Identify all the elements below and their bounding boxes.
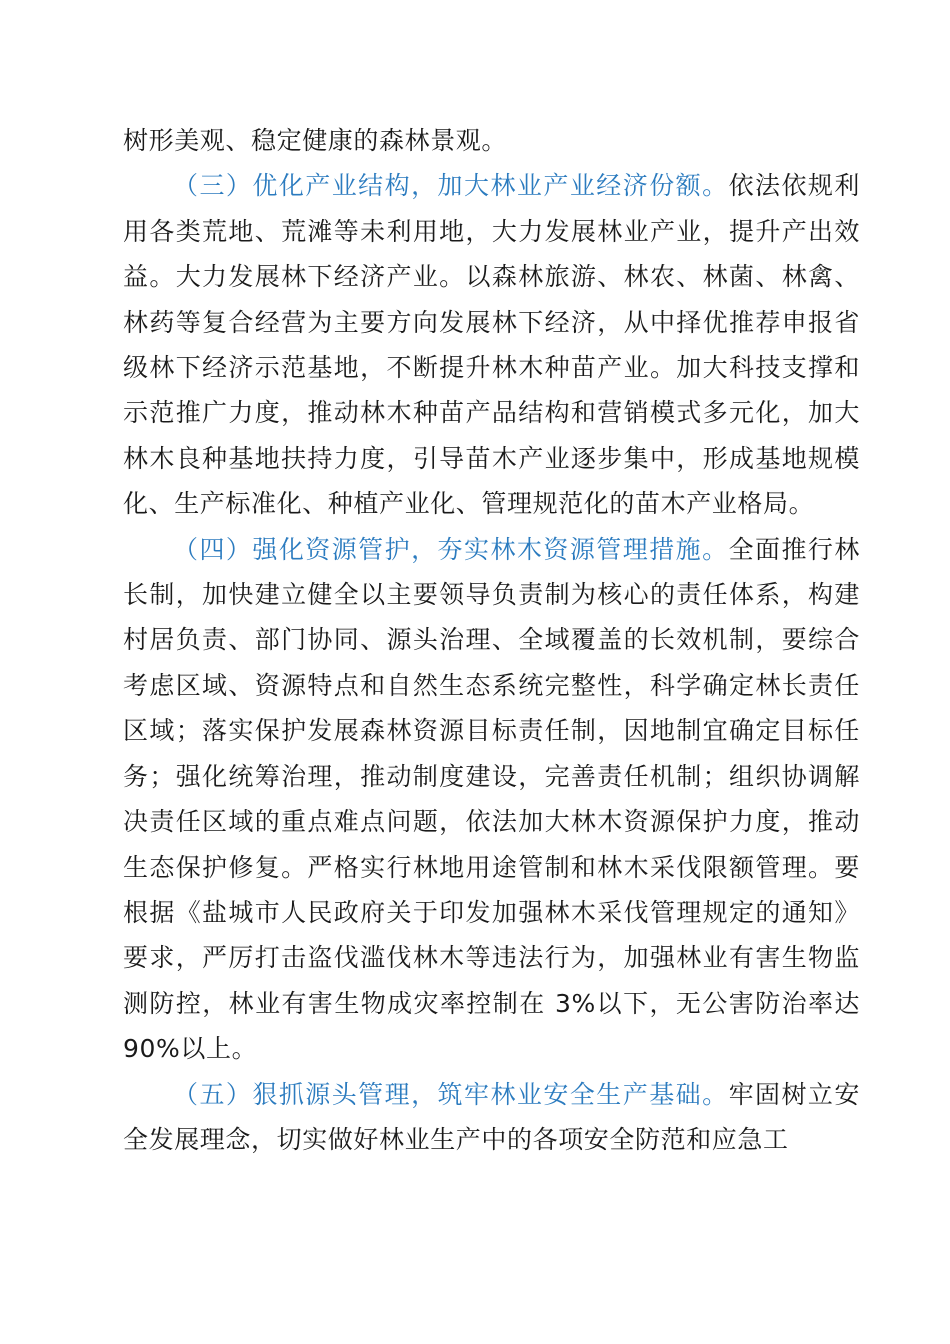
paragraph-body: 依法依规利用各类荒地、荒滩等未利用地，大力发展林业产业，提升产出效益。大力发展林下经济产业。以森林旅游、林农、林菌、林禽、林药等复合经营为主要方向发展林下经济，从中择优推荐申报省级林下经济示范基地，不断提升林木种苗产业。加大科技支撑和示范推广力度，推动林木种苗产品结构和营销模式多元化，加大林木良种基地扶持力度，引导苗木产业逐步集中，形成基地规模化、生产标准化、种植产业化、管理规范化的苗木产业格局。	[123, 171, 860, 519]
paragraph-section-4	[123, 527, 860, 1072]
paragraph-body: 全面推行林长制，加快建立健全以主要领导负责制为核心的责任体系，构建村居负责、部门协同、源头治理、全域覆盖的长效机制，要综合考虑区域、资源特点和自然生态系统完整性，科学确定林长责任区域；落实保护发展森林资源目标责任制，因地制宜确定目标任务；强化统筹治理，推动制度建设，完善责任机制；组织协调解决责任区域的重点难点问题，依法加大林木资源保护力度，推动生态保护修复。严格实行林地用途管制和林木采伐限额管理。要根据《盐城市人民政府关于印发加强林木采伐管理规定的通知》要求，严厉打击盗伐滥伐林木等违法行为，加强林业有害生物监测防控，林业有害生物成灾率控制在 3%以下，无公害防治率达 90%以上。	[123, 534, 860, 1064]
paragraph-body: 牢固树立安全发展理念，切实做好林业生产中的各项安全防范和应急工	[123, 1079, 860, 1154]
paragraph-section-3	[123, 163, 860, 526]
paragraph-continuation	[123, 118, 860, 163]
document-body	[123, 118, 860, 1162]
section-heading: （五）狠抓源头管理，筑牢林业安全生产基础。	[173, 1079, 729, 1109]
paragraph-section-5	[123, 1072, 860, 1163]
section-heading: （四）强化资源管护，夯实林木资源管理措施。	[173, 534, 729, 564]
paragraph-body: 树形美观、稳定健康的森林景观。	[123, 126, 508, 155]
section-heading: （三）优化产业结构，加大林业产业经济份额。	[173, 171, 729, 201]
